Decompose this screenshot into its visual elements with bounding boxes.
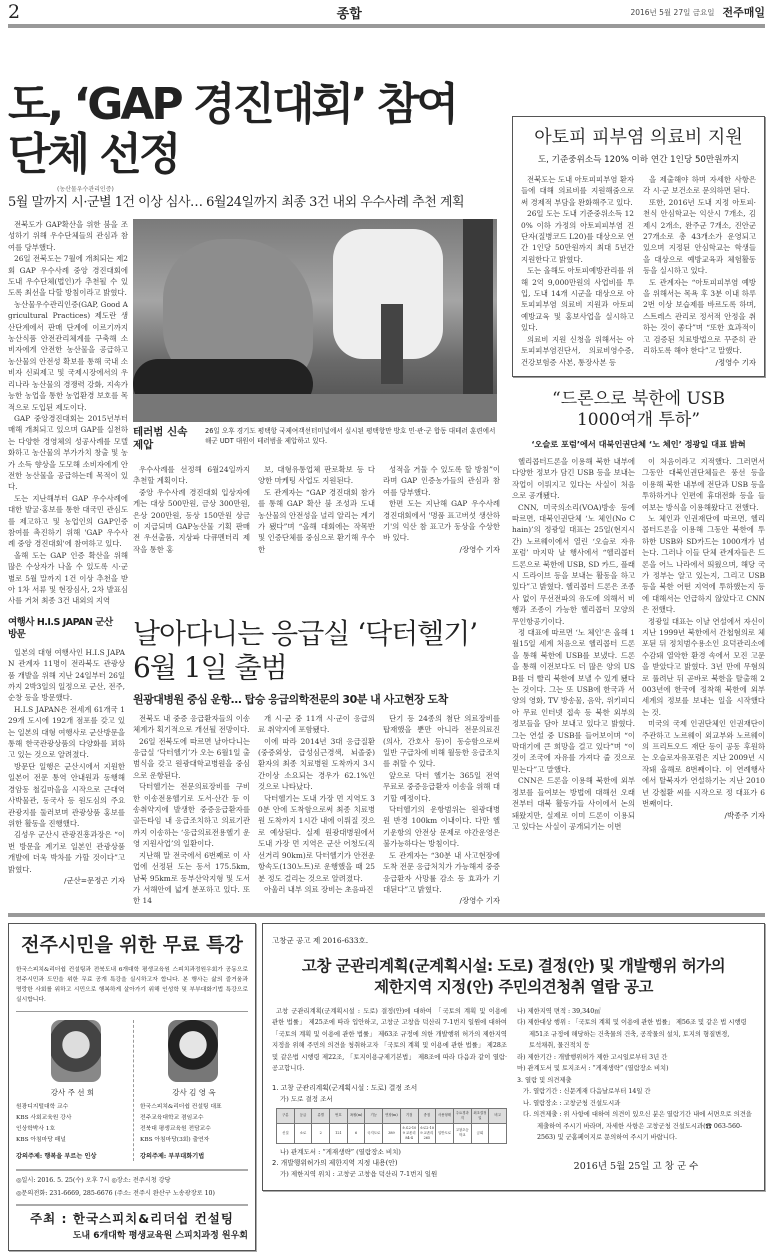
table-cell: 소로2-109 교촌리84-4 xyxy=(400,1123,418,1143)
paragraph: 전북도 내 중증 응급환자들의 이송체계가 획기적으로 개선될 전망이다. xyxy=(133,713,250,735)
lecturer-name: 강사 주 선 희 xyxy=(50,1087,95,1097)
table-cell: 소로2-109 교촌리265 xyxy=(418,1123,436,1143)
photo-officer xyxy=(381,304,403,384)
paper-name: 전주매일 xyxy=(722,6,765,19)
gap-label: (농산물우수관리인증) xyxy=(57,186,114,193)
paragraph: 의료비 지원 신청을 위해서는 아토피피부염진단서, 의료비영수증, 건강보험증 사본, 통장사본 등 xyxy=(521,334,634,367)
lecturer-bullet: KBS 아침마당(3회) 출연자 xyxy=(140,1136,210,1143)
lecture-ad xyxy=(8,923,256,1251)
lecturer-photo xyxy=(51,1020,101,1082)
photo-caption-row xyxy=(133,426,500,452)
heli-headline: 날아다니는 응급실 ‘닥터헬기’ 6월 1일 출범 xyxy=(133,616,478,684)
paragraph: 26일 전북도에 따르면 날아다니는 응급실 ‘닥터헬기’가 오는 6월1일 출범식을 갖고 원광대학교병원을 중심으로 운항된다. xyxy=(133,736,250,780)
table-cell: 연장(m) xyxy=(383,1108,401,1123)
lecture-host: 주최 : 한국스피치&리더쉽 컨설팅 xyxy=(30,1210,234,1226)
table-cell: 금회 xyxy=(471,1123,489,1143)
paragraph: 김성우 군산시 관광진흥과장은 “이번 방문을 계기로 일본인 관광상품 개발에 더욱 박차를 가할 것이다”고 밝혔다. xyxy=(8,830,125,874)
road-table xyxy=(276,1108,507,1144)
lecturer-bullet: 인상학박사 1호 xyxy=(16,1125,56,1132)
lecture-title: 전주시민을 위한 무료 특강 xyxy=(21,933,243,956)
page-header xyxy=(8,0,765,24)
notice-section-1a: 가) 도로 결정 조서 xyxy=(280,1094,333,1103)
drone-headline: “드론으로 북한에 USB 1000여개 투하” xyxy=(552,388,725,430)
atopy-column-2 xyxy=(643,174,756,357)
paragraph: 중앙 우수사례 경진대회 입상자에게는 대상 500만원, 금상 300만원, 은상 200만원, 동상 150만원 상금이 지급되며 GAP농산물 기획 판매전 우선출품, 지상파 다큐멘터리 제작을 통한 홍 xyxy=(133,487,250,554)
table-cell: 2 xyxy=(312,1123,330,1143)
drone-byline: /박종주 기자 xyxy=(724,810,765,820)
heli-subtitle: 원광대병원 중심 운항… 탑승 응급의학전문의 30분 내 사고현장 도착 xyxy=(133,692,448,706)
notice-section-2-item: 라) 제한기간 : 개발행위허가 제한 고시일로부터 3년 간 xyxy=(517,1053,668,1061)
table-cell: 신설 xyxy=(277,1123,295,1143)
table-cell: 종점 xyxy=(418,1108,436,1123)
ads-section xyxy=(8,923,765,1251)
road-table-row xyxy=(277,1123,507,1143)
notice-section-1b: 나) 관계도서 : “게재생략” (열람장소 비치) xyxy=(280,1147,401,1156)
lecture-topic: 강의주제: 행복을 부르는 인상 xyxy=(16,1152,97,1160)
paragraph: CNN, 미국의소리(VOA)방송 등에 따르면, 대북인권단체 ‘노 체인(No Chain)’의 정광일 대표는 25일(현지시간) 노르웨이에서 열린 ‘오슬로 자유 포럼’ 마지막 날 행사에서 “헬리콥터 드론으로 북한에 USB, SD 카드, 플래시 드라이브 등을 보내는 활동을 하고 있다”고 밝혔다. 헬리콥터 드론은 조종사 없이 무선전파의 유도에 의해서 비행과 조종이 가능한 헬리콥터 모양의 무인항공기이다. xyxy=(512,502,635,626)
lecture-divider xyxy=(16,1011,248,1012)
lecturer-name: 강사 김 영 옥 xyxy=(172,1087,216,1097)
gap-column-1 xyxy=(8,219,128,607)
notice-section-2-item: 마) 관계도서 및 토지조서 : “게재생략” (열람장소 비치) xyxy=(517,1065,669,1073)
table-cell: 6 xyxy=(347,1123,365,1143)
lecturer-bullet: KBS 아침마당 패널 xyxy=(16,1136,66,1143)
paragraph: 단기 등 24종의 첨단 의료장비를 탑재했을 뿐만 아니라 전문의료진(의사, 간호사 등)이 동승함으로써 일반 구급차에 비해 월등한 응급조치를 취할 수 있다. xyxy=(383,713,500,769)
table-cell: 등급 xyxy=(294,1108,312,1123)
gap-column-2 xyxy=(133,464,250,555)
left-main xyxy=(8,34,500,907)
paragraph: 지난해 말 전국에서 6번째로 이 사업에 선정된 도는 동서 175.5km, 남북 95km로 동부산악지형 및 도서가 서해안에 넓게 분포하고 있다. 또한 14 xyxy=(133,850,250,906)
table-cell: 비고 xyxy=(489,1108,507,1123)
notice-section-2-item: 가) 제한지역 위치 : 고창군 고창읍 덕산리 7-1번지 일원 xyxy=(280,1169,438,1178)
heli-column-1 xyxy=(133,713,250,907)
paragraph: 방문단 일행은 군산시에서 지원한 일본어 전문 통역 안내원과 동행해 경암동 철길마을을 시작으로 근대역사박물관, 동국사 등 원도심의 주요 관광지를 둘러보며 관광상품 홍보를 위한 활동을 진행했다. xyxy=(8,761,125,828)
paragraph: 앞으로 닥터 헬기는 365일 전역 무료로 중증응급환자 이송을 위해 대기할 예정이다. xyxy=(383,770,500,803)
gochang-notice xyxy=(262,923,765,1191)
lecturer-photo xyxy=(168,1020,218,1082)
paragraph: 도는 올해도 아토피예방관리를 위해 2억 9,000만원의 사업비를 투입, 도내 14개 시군을 대상으로 아토피피부염 의료비 지원과 아토피 예방교육 및 홍보사업을 실시하고 있다. xyxy=(521,266,635,333)
atopy-subtitle: 도, 기준중위소득 120% 이하 연간 1인당 50만원까지 xyxy=(537,155,740,165)
lecture-schedule: ◎일시: 2016. 5. 25(수) 오후 7시 ◎장소: 전주시청 강당 xyxy=(16,1176,171,1184)
paragraph: GAP 중앙경진대회는 2015년부터 매해 개최되고 있으며 GAP를 실천하는 다양한 경영체의 성공사례를 모델화하고 농산물의 부가가치 창출 및 농가 소득 향상을 도모해 소비자에게 안전한 농산물을 공급하는데 목적이 있다. xyxy=(8,413,128,492)
paragraph: 도 관계자는 “GAP 경진대회 참가를 통해 GAP 확산 붐 조성과 도내 농산물의 안전성을 널리 알리는 계기가 됐다”며 “올해 대회에는 작목반 및 인증단체를 중심으로 환기해 우수한 xyxy=(258,487,375,554)
paragraph: 도 관계자는 “아토피피부염 예방을 위해서는 목욕 후 3분 이내 하루 2번 이상 보습제를 바르도록 하며, 스트레스 관리로 정서적 안정을 취하는 것이 좋다”며 “또한 효과적이고 검증된 치료방법으로 꾸준히 관리하도록 해야 한다”고 말했다. xyxy=(643,277,756,356)
atopy-box xyxy=(512,116,765,377)
heli-byline: /장영수 기자 xyxy=(459,896,500,906)
table-cell: 389 xyxy=(383,1123,401,1143)
paragraph: 올해 도는 GAP 인증 확산을 위해 많은 수상자가 나올 수 있도록 시·군별로 5월 말까지 1건 이상 추천을 받아 1차 서류 및 현장심사, 2차 발표심사를 거쳐 최종 3건 내외의 지역 xyxy=(8,550,128,606)
his-byline: /군산=문정곤 기자 xyxy=(63,875,125,885)
paragraph: 을 제출해야 하며 자세한 사항은 각 시·군 보건소로 문의하면 된다. xyxy=(643,175,756,196)
gap-column-4 xyxy=(383,464,500,544)
lecturer-bullet: 원광디지털대학 교수 xyxy=(16,1103,69,1110)
drone-column-1 xyxy=(512,456,635,832)
atopy-headline: 아토피 피부염 의료비 지원 xyxy=(534,127,743,148)
paragraph: 아울러 내부 의료 장비는 초음파진 xyxy=(264,884,374,894)
table-cell: 사용형태 xyxy=(436,1108,454,1123)
paragraph: 개 시·군 중 11개 시·군이 응급의료 취약지에 포함됐다. xyxy=(258,713,375,735)
his-headline: 여행사 H.I.S JAPAN 군산 방문 xyxy=(8,616,113,640)
top-section xyxy=(8,34,765,907)
table-cell: 최초결정일 xyxy=(471,1108,489,1123)
lecturer-1 xyxy=(16,1020,133,1161)
photo-tree xyxy=(463,219,493,422)
notice-section-3-item: 나. 열람장소 : 고창군청 건설도시과 xyxy=(523,1099,621,1107)
lower-left-section xyxy=(8,617,500,907)
table-cell: 류별 xyxy=(312,1108,330,1123)
table-cell: 구분 xyxy=(277,1108,295,1123)
lecturer-bullet: 전북대 평생교육원 전담교수 xyxy=(140,1125,211,1132)
paragraph: 닥터헬기는 전문의료장비를 구비한 이송전용헬기로 도서·산간 등 이송취약지에 발생한 중증응급환자를 골든타임 내 응급조치하고 의료기관까지 이송하는 ‘응급의료전용헬기 운영 지원사업’의 일환이다. xyxy=(133,782,250,849)
paragraph: CNN은 드론을 이용해 북한에 외부 정보를 들여보는 방법에 대해선 오래 전부터 대북 활동가들 사이에서 논의돼왔지만, 실제로 이미 드론이 이용되고 있다는 사실이 공개되기는 이번 xyxy=(512,776,635,831)
paragraph: 이 처음이라고 지적했다. 그러면서 그동안 대북인권단체들은 풍선 등을 이용해 북한 내부에 전단과 USB 등을 투하하거나 인편에 휴대전화 등을 들여보는 방식을 이용해왔다고 전했다. xyxy=(642,456,765,512)
table-cell: 국지도로 xyxy=(365,1123,383,1143)
lecture-divider xyxy=(16,1204,248,1206)
lecture-contact: ◎문의전화: 231-6669, 285-6676 (주소: 전주시 완산구 노송광장로 10) xyxy=(16,1189,215,1197)
drone-subtitle: ‘오슬로 포럼’에서 대북인권단체 ‘노 체인’ 정광일 대표 밝혀 xyxy=(531,438,746,449)
gap-headline: 도, ‘GAP 경진대회’ 참여 단체 선정 xyxy=(8,79,457,180)
paragraph: 도 관계자는 “30분 내 사고현장에 도착 전문 응급처치가 가능해져 중증응급환자 사망률 감소 등 효과가 기대된다”고 밝혔다. xyxy=(383,850,500,894)
photo-caption-title: 테러범 신속 제압 xyxy=(133,426,188,451)
paragraph: H.I.S JAPAN은 전세계 61개국 129개 도시에 192개 점포를 갖고 있는 일본의 대형 여행사로 군산방문을 통해 한국관광상품의 다양화를 꾀하고 있는 것으로 알려졌다. xyxy=(8,704,125,760)
page-number: 2 xyxy=(8,1,21,23)
his-body xyxy=(8,647,125,875)
notice-section-3-item: 다. 의견제출 : 위 사항에 대하여 의견이 있으신 분은 열람기간 내에 서면으로 의견을 제출하여 주시기 바라며, 자세한 사항은 고창군청 건설도시과(☎ 063-560-2563) 및 군홈페이지로 문의하여 주시기 바랍니다. xyxy=(523,1111,752,1142)
notice-section-2-item: 나) 제한지역 면적 : 39,340㎡ xyxy=(517,1007,601,1015)
header-rule xyxy=(8,24,765,28)
paragraph: 이에 따라 2014년 3대 응급질환(중증외상, 급성심근경색, 뇌졸중) 환자의 최종 치료병원 도착까지 3시간이상 소요되는 경우가 62.1%인 것으로 나타났다. xyxy=(258,736,375,792)
table-cell: 폭원(m) xyxy=(347,1108,365,1123)
paragraph: 닥터헬기의 운항범위는 원광대병원 반경 100km 이내이다. 다만 헬기운항의 안전상 문제로 야간운영은 불가능하다는 방침이다. xyxy=(383,805,500,849)
notice-section-2: 2. 개발행위허가의 제한지역 지정 내용(안) xyxy=(272,1158,398,1167)
notice-section-1: 1. 고창 군관리계획(군계획시설 : 도로) 결정 조서 xyxy=(272,1083,418,1092)
table-cell xyxy=(489,1123,507,1143)
drone-column-2 xyxy=(642,456,765,810)
gap-byline: /장영수 기자 xyxy=(459,544,500,554)
paragraph: 성적을 거둘 수 있도록 할 방침”이라며 GAP 인증농가들의 관심과 참여를 당부했다. xyxy=(383,465,500,497)
table-cell: 121 xyxy=(330,1123,348,1143)
paragraph: 미국의 국제 인권단체인 인권재단이 주관하고 노르웨이 외교부와 노르웨이의 프리트오드 재단 등이 공동 후원하는 오슬로자유포럼은 지난 2009년 시작돼 올해로 8번째이다. 이 연례행사에서 탈북자가 연설하기는 지난 2010년 강철환 씨를 시작으로 정 대표가 6번째이다. xyxy=(642,719,765,809)
table-cell: 번호 xyxy=(330,1108,348,1123)
notice-title-line1: 고창 군관리계획(군계획시설: 도로) 결정(안) 및 개발행위 허가의 xyxy=(301,956,726,975)
lecturer-bullet: KBS 사회교육원 강사 xyxy=(16,1114,72,1121)
right-column xyxy=(512,34,765,832)
gap-column-3 xyxy=(258,464,375,555)
table-cell: 기점 xyxy=(400,1108,418,1123)
heli-column-3 xyxy=(383,713,500,896)
paragraph: 헬리콥터드론을 이용해 북한 내부에 다양한 정보가 담긴 USB 등을 보내는 작업이 이뤄지고 있다는 사실이 처음으로 공개됐다. xyxy=(512,456,635,501)
table-cell: 일반도로 xyxy=(436,1123,454,1143)
table-cell: 고창초등학교 xyxy=(453,1123,471,1143)
ad-divider-rule xyxy=(8,913,765,917)
notice-section-3-item: 가. 열람기간 : 신문게재 다음날로부터 14일 간 xyxy=(523,1088,651,1096)
atopy-column-1 xyxy=(521,174,634,368)
paragraph: 정광일 대표는 이날 연설에서 자신이 지난 1999년 북한에서 간첩혐의로 체포된 뒤 정치범수용소인 요덕관리소에 수감돼 열악한 환경 속에서 모진 고문을 받았다고 밝혔다. 3년 만에 무혐의로 풀려난 뒤 곧바로 북한을 탈출해 2003년에 한국에 정착해 북한에 외부세계의 정보를 보내는 일을 시작했다는 것. xyxy=(642,616,765,717)
lecturer-bullet: 전주교육대학교 겸임교수 xyxy=(140,1114,204,1121)
notice-number: 고창군 공고 제 2016-633호. xyxy=(272,935,369,945)
paragraph: 한편 도는 지난해 GAP 우수사례 경진대회에서 '명품 표고버섯 생산하기'의 익산 참 표고가 동상을 수상한 바 있다. xyxy=(383,499,500,543)
lecture-host-sub: 도내 6개대학 평생교육원 스피치과정 원우회 xyxy=(72,1230,248,1241)
gap-article xyxy=(8,219,500,607)
photo-caption: 26일 오후 경기도 평택항 국제여객선터미널에서 실시된 평택항만 방호 민·관·군 합동 대테러 훈련에서 해군 UDT 대원이 테러범을 제압하고 있다. xyxy=(205,427,496,445)
section-name: 종합 xyxy=(336,6,362,22)
table-cell: 기능 xyxy=(365,1108,383,1123)
paragraph: 또한, 2016년 도내 지정 아토피·천식 안심학교는 익산시 7개소, 김제시 2개소, 완주군 7개소, 진안군 27개소로 총 43개소가 운영되고 있으며 지정된 안심학교는 학생들을 대상으로 예방교육과 체험활동 등을 실시하고 있다. xyxy=(643,197,756,276)
road-table-header-row xyxy=(277,1108,507,1123)
paragraph: 도는 지난해부터 GAP 우수사례에 대한 발굴·홍보를 통한 대국민 관심도를 제고하고 및 농업인의 GAP인증 참여를 촉진하기 위해 'GAP 우수사례 중앙 경진대회'에 참여하고 있다. xyxy=(8,493,128,549)
heli-columns xyxy=(133,713,500,907)
gap-subtitle: 5월 말까지 시·군별 1건 이상 심사… 6월24일까지 최종 3건 내외 우수사례 추천 계획 xyxy=(8,195,465,210)
paragraph: 26일 도는 도내 기준중위소득 120% 이하 가정의 아토피피부염 진단자(질병코드 L20)를 대상으로 연간 1인당 50만원까지 최대 5년간 지원한다고 밝혔다. xyxy=(521,209,634,264)
paragraph: 전북도가 GAP확산을 위한 붐을 조성하기 위해 우수단체들의 관심과 참여를 당부했다. xyxy=(8,220,128,252)
paragraph: 정 대표에 따르면 ‘노 체인’은 올해 1월15일 세계 처음으로 헬리콥터 드론을 통해 북한에 USB를 보냈다. 드론을 통해 이전보다도 더 많은 양의 USB를 더 빨리 북한에 보낼 수 있게 됐다는 것이다. 그는 또 USB에 한국과 서양의 영화, TV 방송물, 음악, 위키피디아 무료 인터넷 접속 등 북한 외부의 정보들을 담아 보내고 있다고 밝혔다. 그는 연설 중 USB를 들어보이며 “이 막대기에 큰 희망을 걸고 있다”며 “이것이 조국에 자유를 가져다 줄 것으로 믿는다”고 말했다. xyxy=(512,628,635,774)
issue-date: 2016년 5월 27일 금요일 xyxy=(630,7,715,17)
notice-signature: 2016년 5월 25일 고 창 군 수 xyxy=(573,1160,699,1172)
table-cell: 소로 xyxy=(294,1123,312,1143)
heli-column-2 xyxy=(258,713,375,896)
news-photo xyxy=(133,219,497,422)
notice-title-line2: 제한지역 지정(안) 주민의견청취 열람 공고 xyxy=(374,977,653,996)
lecturer-2 xyxy=(133,1020,248,1161)
lecture-intro: 한국스피치&리더쉽 컨설팅과 전북도내 6개대학 평생교육원 스피치과정원우회가 공동으로 전주시민과 도민을 위한 무료 공개 특강을 실시하고자 합니다. 본 행사는 삶의 즐거움과 명랑한 사회를 위하고 시민으로 행복하게 살아가기 위해 인성학 및 부부대화기법 특강으로 실시합니다. xyxy=(16,966,248,1003)
lecturer-bullet: 한국스피치&리더쉽 컨설팅 대표 xyxy=(140,1103,222,1110)
notice-section-3: 3. 열람 및 의견제출 xyxy=(517,1076,572,1084)
notice-body: 고창 군관리계획(군계획시설 : 도로) 결정(안)에 대하여 「국토의 계획 및 이용에 관한 법률」 제25조에 따라 입안하고, 고창군 고창읍 덕산리 7-1번지 일원에 대하여 「국토의 계획 및 이용에 관한 법률」 제63조 규정에 의한 개발행위 허가의 제한지역 지정을 위해 주민의 의견을 청취하고자 「국토의 계획 및 이용에 관한 법률」 제28조 및 같은법 시행령 제22조, 「토지이용규제기본법」 제8조에 따라 다음과 같이 열람·공고합니다. xyxy=(272,1007,507,1073)
atopy-byline: /정영수 기자 xyxy=(715,357,756,367)
paragraph: 보, 대형유통업체 판로확보 등 다양한 마케팅 사업도 지원된다. xyxy=(258,465,375,486)
photo-grass xyxy=(133,394,497,422)
paragraph: 노 체인과 인권재단에 따르면, 헬리콥터드론을 이용해 그동안 북한에 투하한 USB와 SD카드는 1000개가 넘는다. 그러나 이들 단체 관계자들은 드론을 어느 나라에서 띄웠으며, 해당 국가 정부는 알고 있는지, 그리고 USB 등을 북한 어떤 지역에 투하했는지 등에 대해서는 언급하지 않았다고 CNN은 전했다. xyxy=(642,513,765,615)
table-cell: 주요경과지 xyxy=(453,1108,471,1123)
paragraph: 닥터헬기는 도내 가장 먼 지역도 30분 안에 도착함으로써 최종 치료병원 도착까지 1시간 내에 이뤄질 것으로 예상된다. 실제 원광대병원에서 도내 가장 먼 지역은 군산 어청도(직선거리 90km)로 닥터헬기가 안전운항속도(130노트)로 운행했을 때 25분 정도 걸리는 것으로 알려졌다. xyxy=(258,793,375,883)
paragraph: 농산물우수관리인증(GAP, Good Agricultural Practices) 제도란 생산단계에서 판매 단계에 이르기까지 농산식품 안전관리체계를 구축해 소비자에게 안전한 농산물을 공급하고 농산물의 안전성 확보를 통해 국내 소비자 신뢰제고 및 국제시장에서의 우리나라 농산물의 경쟁력 강화, 지속가능한 농업을 통한 농업환경 보호를 목적으로 도입된 제도이다. xyxy=(8,299,128,412)
paragraph: 26일 전북도는 7월에 개최되는 제2회 GAP 우수사례 중앙 경진대회에 도내 우수단체(법인)가 추천될 수 있도록 최선을 다할 방침이라고 밝혔다. xyxy=(8,254,128,298)
lecture-topic: 강의주제: 부부대화기법 xyxy=(140,1152,205,1160)
paragraph: 일본의 대형 여행사인 H.I.S JAPAN 관계자 11명이 전라북도 관광상품 개발을 위해 지난 24일부터 26일까지 2박3일의 일정으로 군산, 전주, 순창 등을 방문했다. xyxy=(8,647,125,703)
notice-section-2-item: 다) 제한대상 행위 : 「국토의 계획 및 이용에 관한 법률」 제56조 및 같은 법 시행령 제51조 규정에 해당하는 건축물의 건축, 공작물의 설치, 토지의 형질변경, 토석채취, 물건적치 등 xyxy=(517,1019,747,1050)
gap-lower-columns xyxy=(133,464,500,555)
paragraph: 우수사례를 선정해 6월24일까지 추천할 계획이다. xyxy=(133,465,250,486)
lecture-divider xyxy=(16,1169,248,1171)
paragraph: 전북도는 도내 아토피피부염 환자들에 대해 의료비를 지원해줌으로써 경제적 부담을 완화해주고 있다. xyxy=(521,175,635,207)
